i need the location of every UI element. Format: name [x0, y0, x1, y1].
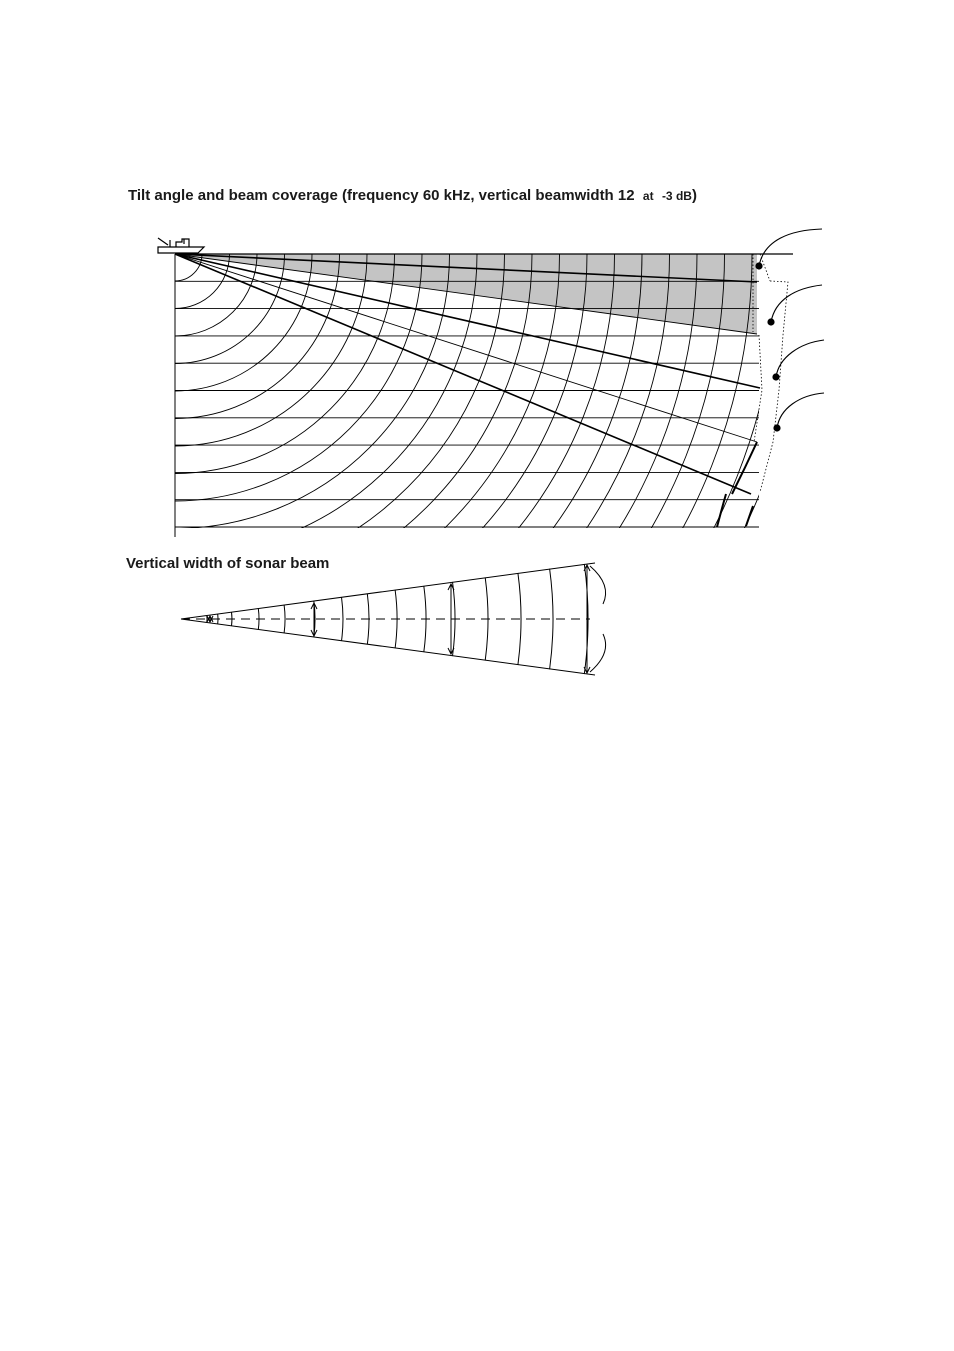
range-arc — [175, 254, 505, 584]
wavefront-arc — [342, 597, 343, 641]
range-arc — [175, 254, 642, 721]
wavefront-arc — [590, 634, 606, 672]
range-arc — [175, 254, 532, 611]
title-at: at — [642, 189, 654, 203]
range-arc — [175, 254, 367, 446]
beam-lower-edge — [181, 619, 595, 675]
wavefront-arc — [550, 569, 553, 670]
callout-dot — [767, 318, 774, 325]
callout-leader — [759, 229, 822, 266]
wavefront-arc — [284, 605, 285, 633]
range-arc — [175, 254, 725, 804]
title-close: ) — [691, 187, 697, 204]
range-arc — [175, 254, 257, 336]
range-arc — [175, 254, 422, 501]
range-arc — [175, 254, 587, 666]
range-arc — [175, 254, 670, 749]
callout-leader — [777, 393, 824, 428]
boundary-solid — [732, 442, 757, 494]
title-db: -3 dB — [661, 189, 692, 203]
callout-dot — [772, 373, 779, 380]
callout-dot — [755, 262, 762, 269]
range-arc — [175, 254, 395, 474]
range-arc — [175, 254, 477, 556]
title-text: Tilt angle and beam coverage (frequency 60 kHz, vertical beamwidth 12 — [128, 187, 635, 204]
range-arc — [175, 254, 752, 831]
callout-leader — [776, 340, 824, 377]
callout-dot — [773, 424, 780, 431]
beam-width-diagram — [181, 563, 606, 675]
callout-leaders — [755, 229, 824, 432]
boundary-solid — [717, 494, 726, 527]
range-arcs — [175, 254, 807, 886]
ship-icon — [158, 238, 204, 253]
range-arc — [175, 254, 697, 776]
tilt-coverage-diagram — [158, 229, 824, 886]
wavefront-arc — [590, 566, 606, 604]
callout-leader — [771, 285, 822, 322]
range-arc — [175, 254, 450, 529]
vertical-width-title: Vertical width of sonar beam — [126, 555, 330, 572]
boundary-dotted — [754, 335, 762, 442]
boundary-solid — [746, 506, 753, 526]
beam-upper-edge — [181, 563, 595, 619]
